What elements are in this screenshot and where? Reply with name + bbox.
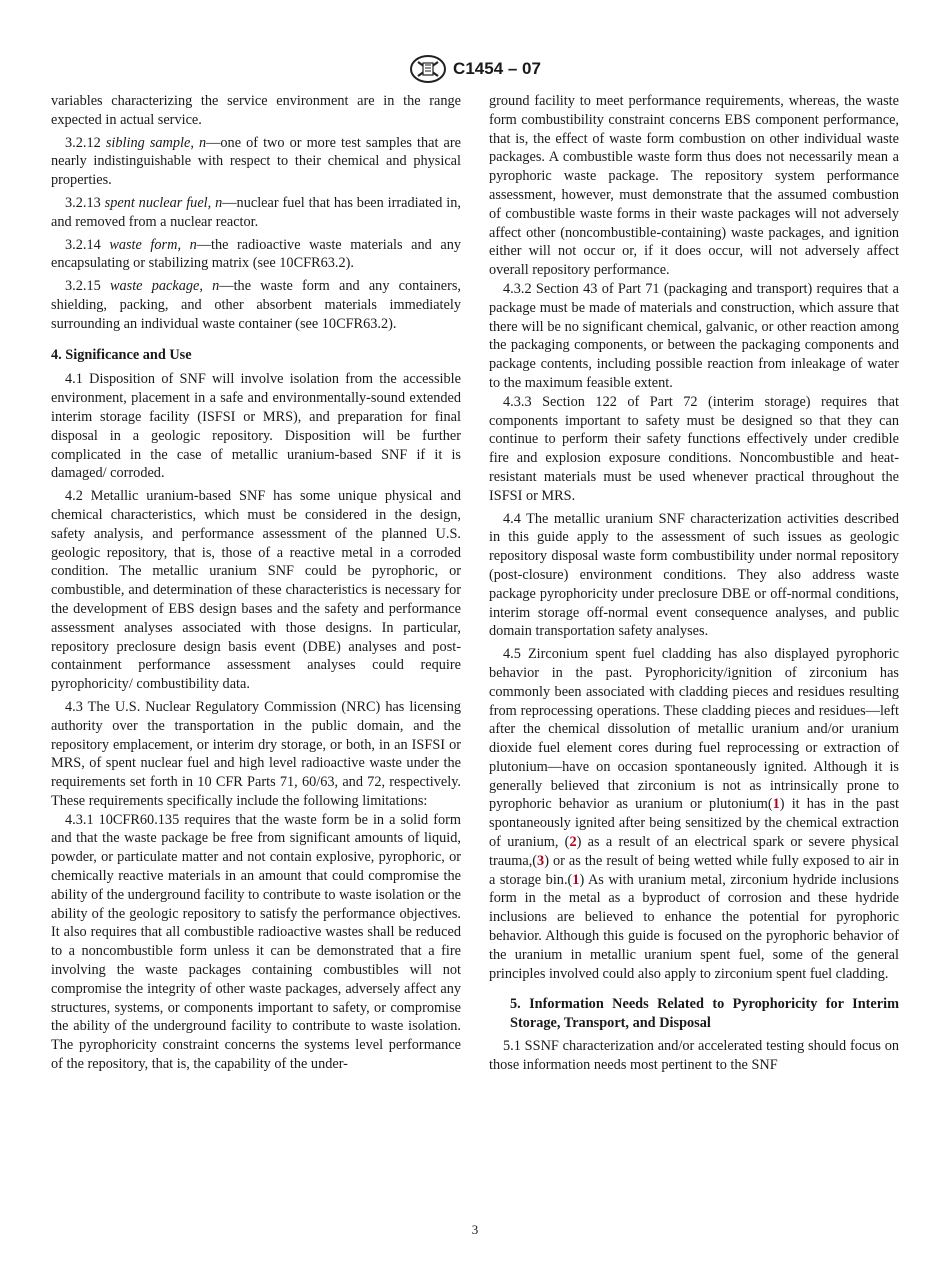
definition-3-2-14: 3.2.14 waste form, n—the radioactive waste materials and any encapsulating or stabilizing matrix (see 10CFR63.2). bbox=[51, 236, 461, 272]
reference-link-3[interactable]: 3 bbox=[537, 852, 545, 869]
page-number: 3 bbox=[471, 1222, 479, 1237]
definition-3-2-12: 3.2.12 sibling sample, n—one of two or more test samples that are nearly indistinguishable with respect to their chemical and physical properties. bbox=[51, 134, 461, 189]
right-column bbox=[489, 92, 899, 1079]
paragraph-4-3-3: 4.3.3 Section 122 of Part 72 (interim storage) requires that components important to safety must be designed so that they can continue to perform their safety functions effectively under credible fire and explosion exposure conditions. Noncombustible and heat-resistant materials must be used whenever practical throughout the ISFSI or MRS. bbox=[489, 393, 899, 504]
paragraph-4-3-1-continued: ground facility to meet performance requirements, whereas, the waste form combustibility constraint concerns EBS component performance, that is, the effect of waste form combustion on other individual waste packages. A combustible waste form thus does not necessarily mean a pyrophoric waste package. The repository system performance assessment, however, must demonstrate that the assumed combustion of combustible waste forms in their waste packages will not adversely affect other (noncombustible-containing) waste packages, and ignition either will not occur or, if it does occur, will not adversely affect overall repository performance. bbox=[489, 93, 899, 279]
document-id: C1454 – 07 bbox=[453, 59, 541, 78]
paragraph-4-1: 4.1 Disposition of SNF will involve isolation from the accessible environment, placement in a safe and environmentally-sound extended interim storage facility (ISFSI or MRS), and preparation for final disposal in a geologic repository. Disposition will be further complicated in the case of metallic uranium-based SNF if it is damaged/ corroded. bbox=[51, 371, 461, 482]
paragraph-4-3-1: 4.3.1 10CFR60.135 requires that the waste form be in a solid form and that the waste package be free from significant amounts of liquid, powder, or particulate matter and not contain explosive, pyrophoric, or chemically reactive materials in an amount that could compromise the ability of the underground facility to contribute to waste isolation or the ability of the geologic repository to satisfy the performance objectives. It also requires that all combustible radioactive wastes shall be reduced to a noncombustible form unless it can be demonstrated that a fire involving the waste packages containing combustibles will not compromise the integrity of other waste packages, adversely affect any structures, systems, or components important to safety, or compromise the ability of the underground facility to contribute to waste isolation. The pyrophoricity constraint concerns the systems level performance of the repository, that is, the capability of the under- bbox=[51, 811, 461, 1073]
section-5-heading: 5. Information Needs Related to Pyrophoricity for Interim Storage, Transport, and Disposal bbox=[510, 996, 899, 1032]
left-column bbox=[51, 92, 461, 1078]
paragraph-5-1: 5.1 SSNF characterization and/or accelerated testing should focus on those information needs most pertinent to the SNF bbox=[489, 1038, 899, 1073]
paragraph-4-3: 4.3 The U.S. Nuclear Regulatory Commission (NRC) has licensing authority over the transportation in the public domain, and the repository emplacement, or interim dry storage, or both, in an ISFSI or MRS, of spent nuclear fuel and high level radioactive waste under the requirements set forth in 10 CFR Parts 71, 60/63, and 72, respectively. These requirements specifically include the following limitations: bbox=[51, 698, 461, 809]
page-header bbox=[0, 54, 950, 84]
paragraph-4-5: 4.5 Zirconium spent fuel cladding has also displayed pyrophoric behavior in the past. Pyrophoricity/ignition of zirconium has commonly been associated with cladding pieces and residues resulting from reprocessing operations. These cladding pieces and residues—left after the chemical dissolution of metallic uranium and/or uranium dioxide fuel element cores during fuel reprocessing or extraction of plutonium—have on occasion spontaneously ignited. Although it is generally believed that zirconium is not as intrinsically prone to pyrophoric behavior as uranium or plutonium(1) it has in the past spontaneously ignited after being sensitized by the chemical extraction of uranium, (2) as a result of an electrical spark or severe physical trauma,(3) or as the result of being wetted while fully exposed to air in a storage bin.(1) As with uranium metal, zirconium hydride inclusions form in the metal as a byproduct of corrosion and these hydride inclusions are believed to enhance the potential for pyrophoric behavior. Although this guide is focused on the pyrophoric behavior of the uranium in metallic uranium spent fuel, some of the general principles involved could also apply to zirconium spent fuel cladding. bbox=[489, 646, 899, 982]
definition-3-2-13: 3.2.13 spent nuclear fuel, n—nuclear fuel that has been irradiated in, and removed from a nuclear reactor. bbox=[51, 194, 461, 230]
paragraph-4-4: 4.4 The metallic uranium SNF characterization activities described in this guide apply to the assessment of such issues as geologic repository disposal waste form combustibility under normal repository (post-closure) environment conditions. They also address waste package pyrophoricity under preclosure DBE or off-normal conditions, interim storage off-normal event consequence analyses, and public domain transportation safety analyses. bbox=[489, 510, 899, 640]
section-4-heading: 4. Significance and Use bbox=[51, 346, 192, 363]
reference-link-1b[interactable]: 1 bbox=[572, 871, 580, 888]
paragraph-continued: variables characterizing the service environment are in the range expected in actual service. bbox=[51, 93, 461, 128]
reference-link-2[interactable]: 2 bbox=[569, 834, 577, 851]
paragraph-4-3-2: 4.3.2 Section 43 of Part 71 (packaging and transport) requires that a package must be made of materials and construction, which assure that there will be no significant chemical, galvanic, or other reaction among the packaging components, or between the packaging components and package contents, including possible reaction from inleakage of water to the maximum feasible extent. bbox=[489, 280, 899, 391]
reference-link-1[interactable]: 1 bbox=[772, 796, 780, 813]
astm-logo-icon bbox=[409, 54, 447, 84]
paragraph-4-2: 4.2 Metallic uranium-based SNF has some unique physical and chemical characteristics, which must be considered in the design, safety analysis, and performance assessment of the planned U.S. geologic repository, that is, those of a reactive metal in a corroded condition. The metallic uranium SNF could be pyrophoric, or combustible, and determination of these characteristics is necessary for the development of EBS design bases and the safety and performance assessment analyses associated with those designs. In particular, repository preclosure design basis event (DBE) analyses and post-containment performance assessment analyses could require pyrophoricity/ combustibility data. bbox=[51, 488, 461, 693]
definition-3-2-15: 3.2.15 waste package, n—the waste form and any containers, shielding, packing, and other absorbent materials immediately surrounding an individual waste container (see 10CFR63.2). bbox=[51, 278, 461, 332]
